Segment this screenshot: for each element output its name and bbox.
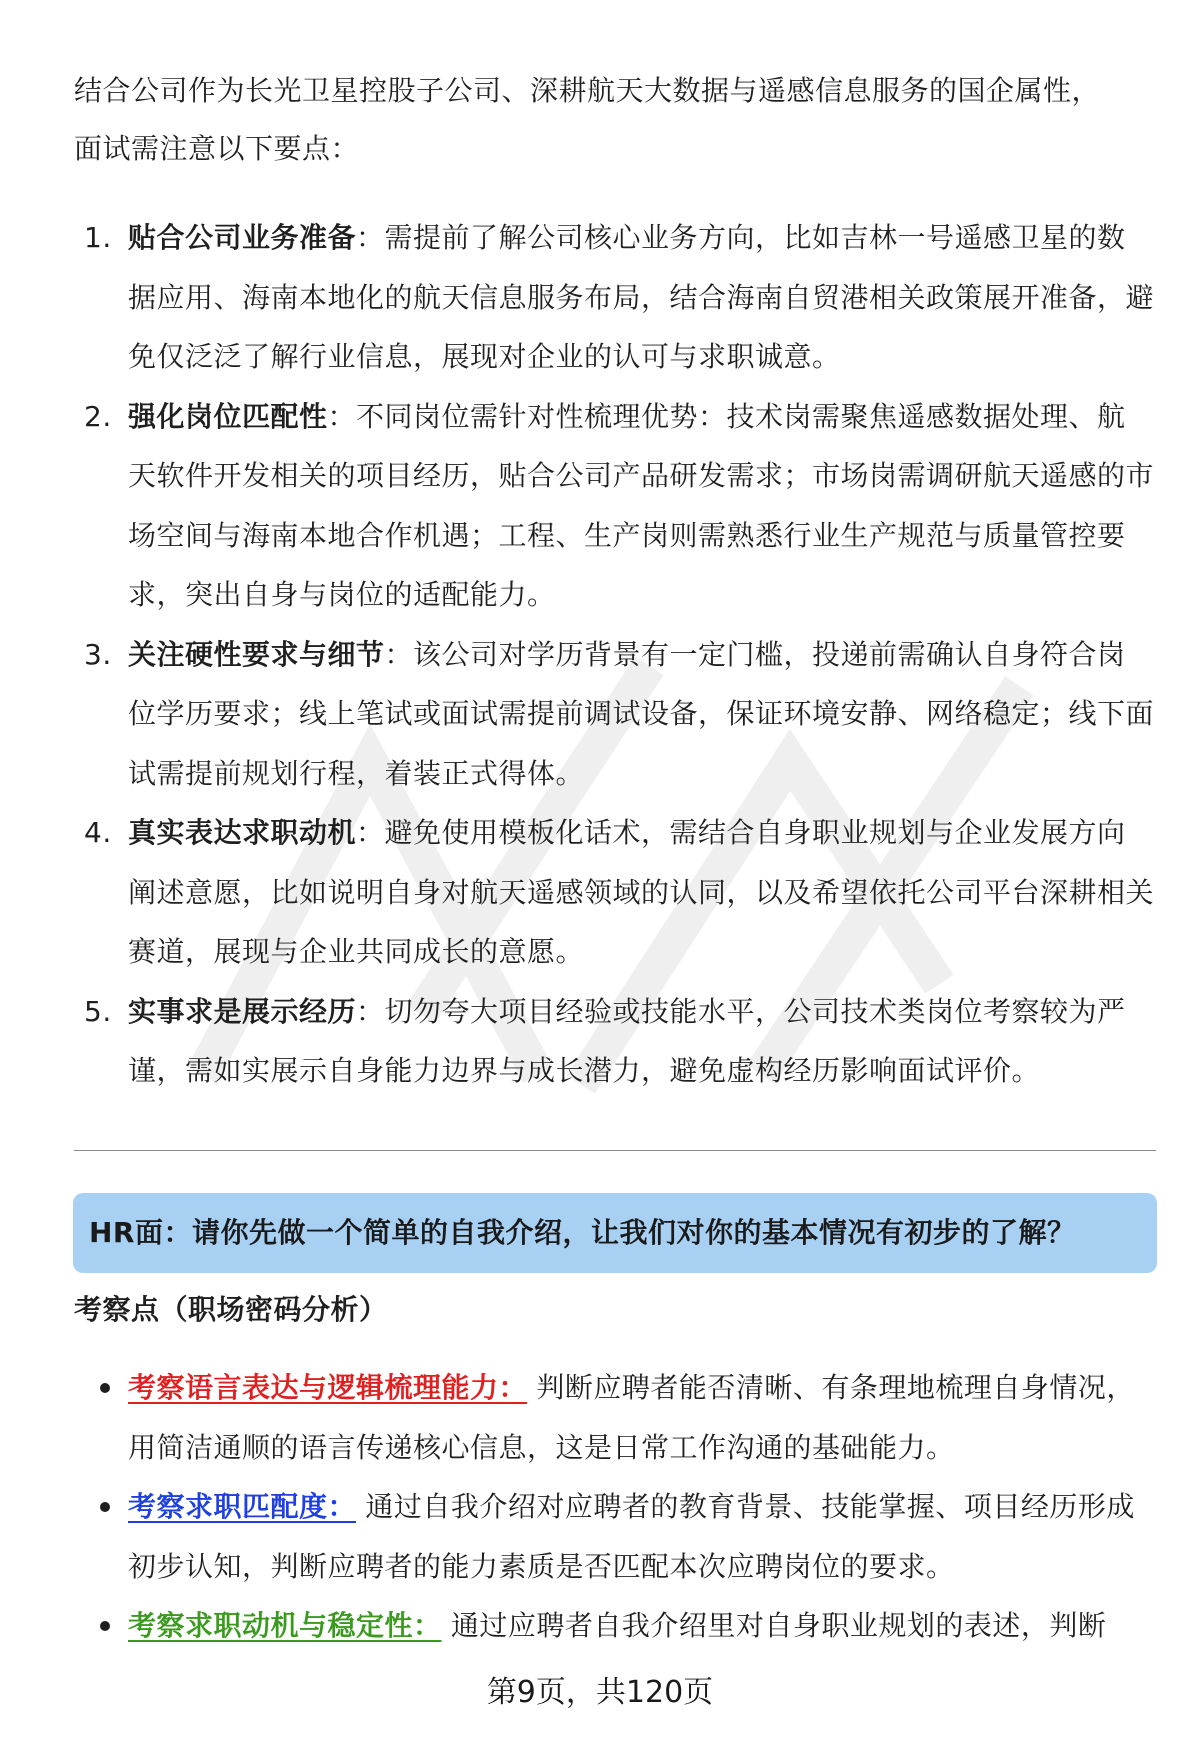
page-footer: 第9页，共120页 <box>486 1675 714 1710</box>
tip-title: 强化岗位匹配性 <box>128 399 328 433</box>
tip-number: 5. <box>84 994 112 1028</box>
point-text: 通过应聘者自我介绍里对自身职业规划的表述，判断 <box>450 1609 1107 1642</box>
tip-item <box>74 803 1154 982</box>
bullet-icon <box>100 1383 110 1393</box>
tip-item <box>74 387 1154 625</box>
hr-question-box: HR面：请你先做一个简单的自我介绍，让我们对你的基本情况有初步的了解？ <box>73 1193 1157 1273</box>
tip-title: 实事求是展示经历 <box>128 994 357 1028</box>
bullet-icon <box>100 1502 110 1512</box>
tip-item <box>74 625 1154 804</box>
intro-line-1: 结合公司作为长光卫星控股子公司、深耕航天大数据与遥感信息服务的国企属性， <box>74 74 1101 107</box>
tip-number: 1. <box>84 221 112 254</box>
tip-text: ：该公司对学历背景有一定门槛，投递前需确认自身符合岗位学历要求；线上笔试或面试需提前调试设备，保证环境安静、网络稳定；线下面试需提前规划行程，着装正式得体。 <box>128 637 1155 790</box>
point-title: 考察求职匹配度： <box>128 1490 357 1523</box>
assessment-point <box>74 1358 1156 1477</box>
section-divider <box>74 1150 1156 1151</box>
tip-title: 真实表达求职动机 <box>128 816 357 849</box>
intro-paragraph <box>74 62 1154 178</box>
section-title: 考察点（职场密码分析） <box>74 1293 388 1326</box>
tip-number: 4. <box>84 816 112 849</box>
tip-text: ：避免使用模板化话术，需结合自身职业规划与企业发展方向阐述意愿，比如说明自身对航天遥感领域的认同，以及希望依托公司平台深耕相关赛道，展现与企业共同成长的意愿。 <box>128 816 1155 968</box>
tip-number: 3. <box>84 637 112 671</box>
assessment-point <box>74 1477 1156 1596</box>
bullet-icon <box>100 1621 110 1631</box>
assessment-points-list <box>74 1358 1156 1656</box>
tip-text: ：切勿夸大项目经验或技能水平，公司技术类岗位考察较为严谨，需如实展示自身能力边界与成长潜力，避免虚构经历影响面试评价。 <box>128 994 1126 1087</box>
point-title: 考察语言表达与逻辑梳理能力： <box>128 1371 528 1404</box>
point-text: 判断应聘者能否清晰、有条理地梳理自身情况，用简洁通顺的语言传递核心信息，这是日常工作沟通的基础能力。 <box>128 1371 1135 1464</box>
tip-number: 2. <box>84 399 112 433</box>
tip-text: ：不同岗位需针对性梳理优势：技术岗需聚焦遥感数据处理、航天软件开发相关的项目经历，贴合公司产品研发需求；市场岗需调研航天遥感的市场空间与海南本地合作机遇；工程、生产岗则需熟悉行业生产规范与质量管控要求，突出自身与岗位的适配能力。 <box>128 399 1155 611</box>
interview-tips-list <box>74 208 1154 1101</box>
point-text: 通过自我介绍对应聘者的教育背景、技能掌握、项目经历形成初步认知，判断应聘者的能力素质是否匹配本次应聘岗位的要求。 <box>128 1490 1135 1583</box>
tip-title: 关注硬性要求与细节 <box>128 637 385 671</box>
point-title: 考察求职动机与稳定性： <box>128 1609 442 1642</box>
tip-title: 贴合公司业务准备 <box>128 221 357 254</box>
assessment-point <box>74 1596 1156 1656</box>
tip-item <box>74 208 1154 387</box>
tip-item <box>74 982 1154 1101</box>
intro-line-2: 面试需注意以下要点： <box>74 132 360 165</box>
tip-text: ：需提前了解公司核心业务方向，比如吉林一号遥感卫星的数据应用、海南本地化的航天信息服务布局，结合海南自贸港相关政策展开准备，避免仅泛泛了解行业信息，展现对企业的认可与求职诚意。 <box>128 221 1155 373</box>
